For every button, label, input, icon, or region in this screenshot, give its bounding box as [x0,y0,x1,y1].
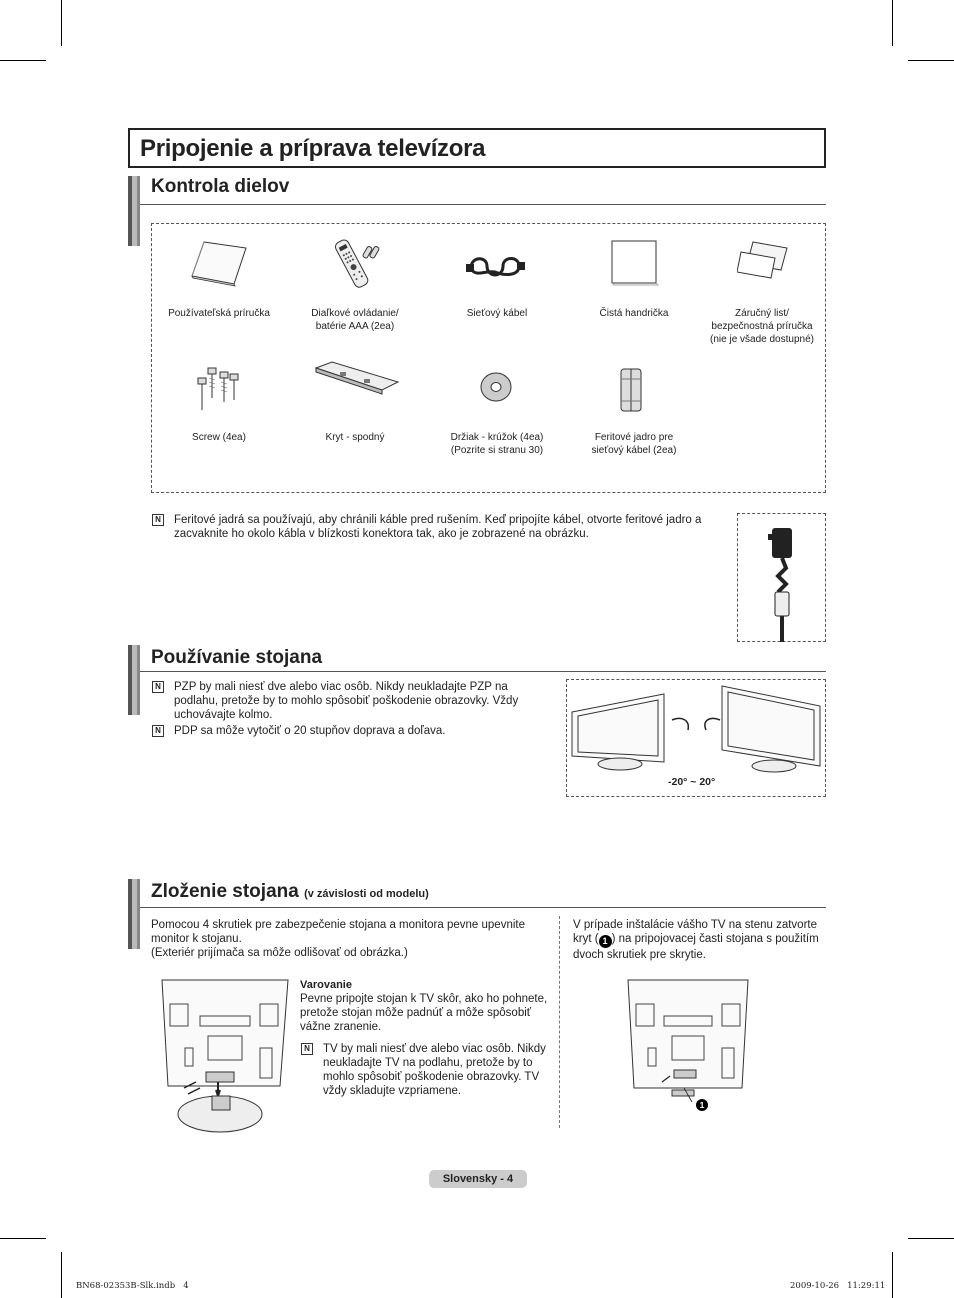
part-caption: Screw (4ea) [192,432,246,443]
section-rule [140,671,826,672]
rotate-arrow-icon [705,718,720,730]
crop-mark [892,0,893,46]
warning-note [301,1042,552,1098]
column-divider [559,916,560,1128]
section-bar [128,176,140,246]
remote-control-icon [327,234,387,290]
part-caption: Záručný list/ bezpečnostná príručka (nie je všade dostupné) [710,308,814,345]
rotate-arrow-icon [672,718,688,730]
warranty-card-icon [737,240,793,280]
ferrite-note-text: Feritové jadrá sa používajú, aby chránili káble pred rušením. Keď pripojíte kábel, otvorte feritové jadro a zacvaknite ho okolo kábla v blízkosti konektora tak, ako je zobrazené na obrázku. [174,514,702,540]
cloth-icon [609,238,661,286]
callout-marker-inline: 1 [599,935,612,948]
section-rule [140,204,826,205]
section-subtitle: (v závislosti od modelu) [304,888,429,900]
crop-mark [61,0,62,46]
note-icon: N [152,514,164,526]
page-title: Pripojenie a príprava televízora [140,135,486,162]
holder-ring-icon [478,370,514,404]
note-icon: N [301,1043,313,1055]
part-caption: Diaľkové ovládanie/ batérie AAA (2ea) [311,308,399,332]
crop-mark [908,1238,954,1239]
note-icon: N [152,725,164,737]
crop-mark [908,60,954,61]
section-title-stand-assembly [151,881,429,903]
manual-icon [190,238,250,288]
part-caption: Držiak - krúžok (4ea) (Pozrite si stranu 30) [450,432,544,456]
bottom-cover-icon [312,360,400,396]
warning-text: Pevne pripojte stojan k TV skôr, ako ho pohnete, pretože stojan môže padnúť a môže spôsobiť vážne zranenie. [300,993,548,1033]
ferrite-core-icon [617,367,645,413]
warning-title: Varovanie [300,979,352,991]
rotation-label: -20° ~ 20° [668,776,716,788]
warning-note-text: TV by mali niesť dve alebo viac osôb. Nikdy neukladajte TV na podlahu, pretože by to mohlo spôsobiť poškodenie obrazovky. TV vždy skladujte vzpriamene. [323,1043,546,1097]
power-cord-icon [465,252,527,282]
print-slug-right: 2009-10-26 11:29:11 [790,1281,886,1291]
crop-mark [0,1238,46,1239]
callout-marker: 1 [696,1099,708,1111]
part-caption: Čistá handrička [599,308,669,319]
assembly-exterior-note: (Exteriér prijímača sa môže odlišovať od obrázka.) [151,947,408,959]
part-caption: Kryt - spodný [325,432,385,443]
crop-mark [0,60,46,61]
print-slug-left: BN68-02353B-Slk.indb 4 [76,1281,189,1291]
ferrite-note [152,513,720,541]
tv-rotation-illustration [568,682,824,778]
screws-icon [194,364,246,414]
section-bar [128,645,140,715]
section-title-parts: Kontrola dielov [151,176,290,197]
part-caption: Používateľská príručka [168,308,270,319]
stand-note [152,680,532,722]
page-title-box [128,128,826,168]
page-number-badge: Slovensky - 4 [429,1170,527,1188]
note-icon: N [152,681,164,693]
part-caption: Sieťový kábel [466,308,528,319]
assembly-left-text [151,918,546,960]
power-plug-ferrite-icon [760,520,804,642]
stand-note [152,724,532,738]
section-rule [140,907,826,908]
tv-rotated-left-icon [572,694,664,770]
stand-note-text: PZP by mali niesť dve alebo viac osôb. Nikdy neukladajte PZP na podlahu, pretože by to mohlo spôsobiť poškodenie obrazovky. Vždy uchovávajte kolmo. [174,681,519,721]
assembly-right-text: V prípade inštalácie vášho TV na stenu zatvorte kryt ( 1 ) na pripojovacej časti stojana s použitím dvoch skrutiek pre skrytie. [573,919,819,961]
stand-note-text: PDP sa môže vytočiť o 20 stupňov doprava a doľava. [174,725,446,737]
part-caption: Feritové jadro pre sieťový kábel (2ea) [591,432,677,456]
section-title-text: Zloženie stojana [151,881,299,902]
section-title-stand-use: Používanie stojana [151,647,323,668]
stand-assembly-illustration [160,976,290,1136]
tv-rotated-right-icon [722,686,820,772]
crop-mark [61,1252,62,1298]
warning-block [300,978,552,1034]
assembly-instruction: Pomocou 4 skrutiek pre zabezpečenie stojana a monitora pevne upevnite monitor k stojanu. [151,919,525,945]
wall-mount-cover-illustration [626,978,750,1112]
section-bar [128,879,140,949]
crop-mark [892,1252,893,1298]
